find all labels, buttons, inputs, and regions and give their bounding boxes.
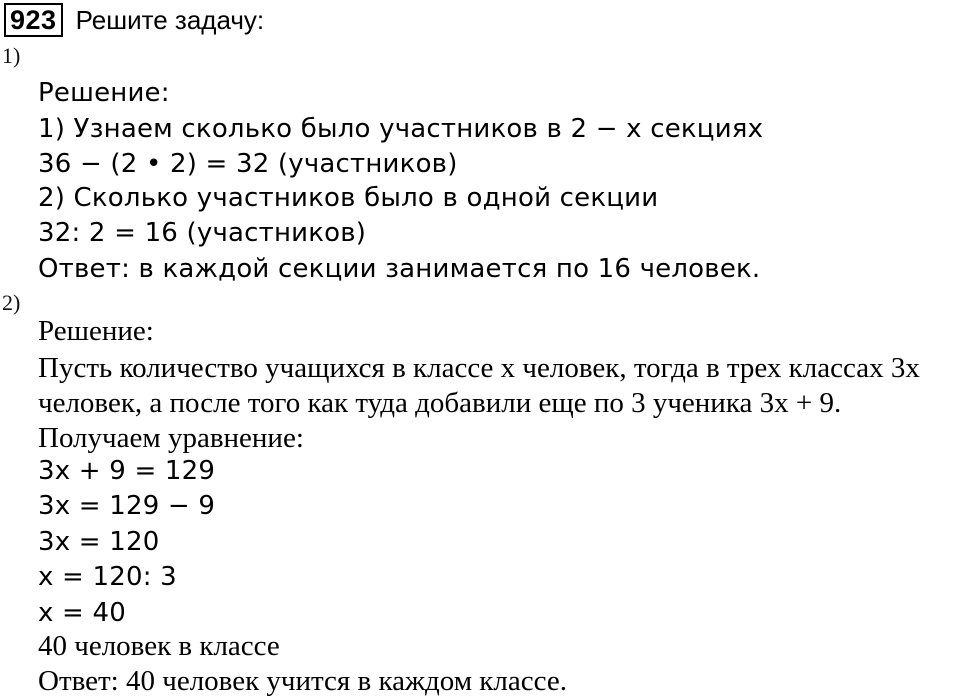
task-title: Решите задачу: xyxy=(75,4,265,35)
part-2-line: 40 человек в классе xyxy=(38,630,280,662)
part-1-line: 1) Узнаем сколько было участников в 2 − х секциях xyxy=(38,114,764,144)
part-2-equation: 3x + 9 = 129 xyxy=(38,456,216,486)
part-2-equation: 3x = 120 xyxy=(38,527,160,557)
part-2-line: Пусть количество учащихся в классе х человек, тогда в трех классах 3х xyxy=(38,352,920,384)
part-2-line: Решение: xyxy=(38,315,154,347)
part-1-line: 2) Сколько участников было в одной секции xyxy=(38,183,659,213)
part-2-equation: x = 40 xyxy=(38,598,126,628)
part-2-label: 2) xyxy=(2,290,21,315)
part-1-line: 36 − (2 • 2) = 32 (участников) xyxy=(38,149,458,179)
part-2-line: человек, а после того как туда добавили еще по 3 ученика 3x + 9. xyxy=(38,387,842,419)
task-header xyxy=(4,2,264,38)
part-1-label: 1) xyxy=(2,43,21,68)
part-2-answer: Ответ: 40 человек учится в каждом классе. xyxy=(38,665,567,697)
part-1-line: 32: 2 = 16 (участников) xyxy=(38,218,367,248)
part-2-equation: x = 120: 3 xyxy=(38,562,177,592)
part-2-equation: 3x = 129 − 9 xyxy=(38,491,216,521)
part-1-line: Решение: xyxy=(38,78,170,108)
part-1-answer: Ответ: в каждой секции занимается по 16 человек. xyxy=(38,254,761,284)
task-number: 923 xyxy=(4,3,63,37)
part-2-line: Получаем уравнение: xyxy=(38,422,304,454)
